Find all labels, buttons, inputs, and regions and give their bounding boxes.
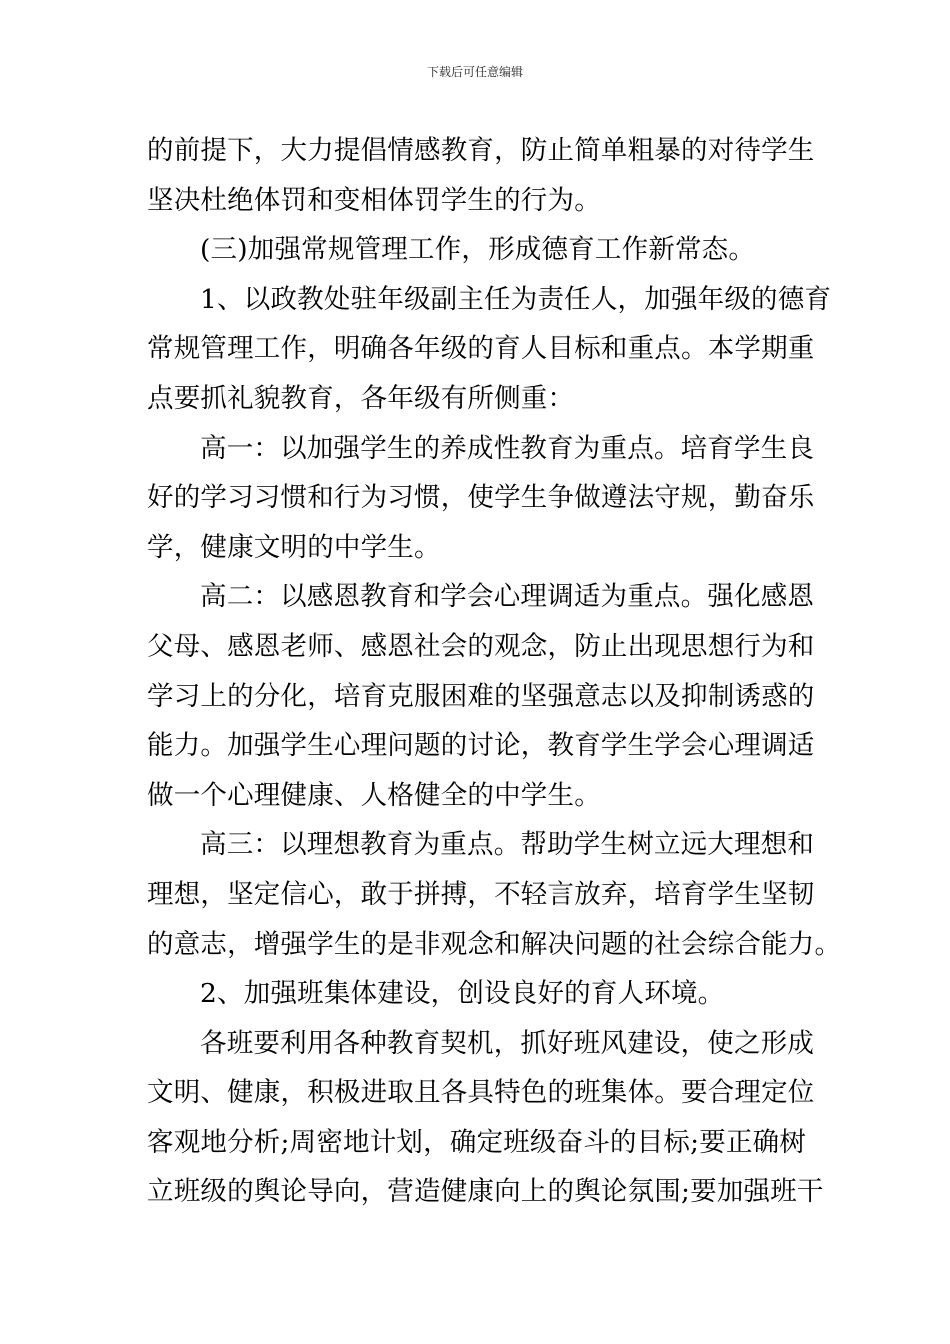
text-line: 理想，坚定信心，敢于拼搏，不轻言放弃，培育学生坚韧	[147, 878, 815, 910]
text-line: 父母、感恩老师、感恩社会的观念，防止出现思想行为和	[147, 630, 815, 662]
text-line: 高一：以加强学生的养成性教育为重点。培育学生良	[200, 432, 815, 464]
page-header: 下载后可任意编辑	[426, 65, 523, 79]
text-line: 1、以政教处驻年级副主任为责任人，加强年级的德育	[200, 283, 832, 315]
text-line: 客观地分析;周密地计划，确定班级奋斗的目标;要正确树	[147, 1126, 807, 1158]
text-line: 的前提下，大力提倡情感教育，防止简单粗暴的对待学生	[147, 135, 815, 166]
text-line: 点要抓礼貌教育，各年级有所侧重：	[147, 382, 575, 414]
text-line: 文明、健康，积极进取且各具特色的班集体。要合理定位	[147, 1077, 815, 1109]
text-line: 能力。加强学生心理问题的讨论，教育学生学会心理调适	[147, 730, 815, 762]
section-heading: (三)加强常规管理工作，形成德育工作新常态。	[200, 234, 756, 266]
text-line: 好的学习习惯和行为习惯，使学生争做遵法守规，勤奋乐	[147, 482, 815, 514]
text-line: 高三：以理想教育为重点。帮助学生树立远大理想和	[200, 829, 815, 861]
text-line: 学，健康文明的中学生。	[147, 531, 441, 563]
text-line: 坚决杜绝体罚和变相体罚学生的行为。	[147, 184, 601, 216]
text-line: 做一个心理健康、人格健全的中学生。	[147, 779, 601, 811]
text-line: 立班级的舆论导向，营造健康向上的舆论氛围;要加强班干	[147, 1176, 824, 1208]
text-line: 高二：以感恩教育和学会心理调适为重点。强化感恩	[200, 581, 815, 613]
text-line: 的意志，增强学生的是非观念和解决问题的社会综合能力。	[147, 928, 842, 960]
text-line: 各班要利用各种教育契机，抓好班风建设，使之形成	[200, 1027, 815, 1059]
text-line: 学习上的分化，培育克服困难的坚强意志以及抑制诱惑的	[147, 680, 815, 712]
text-line: 常规管理工作，明确各年级的育人目标和重点。本学期重	[147, 333, 815, 365]
text-line: 2、加强班集体建设，创设良好的育人环境。	[200, 978, 725, 1010]
document-body	[147, 126, 842, 1217]
